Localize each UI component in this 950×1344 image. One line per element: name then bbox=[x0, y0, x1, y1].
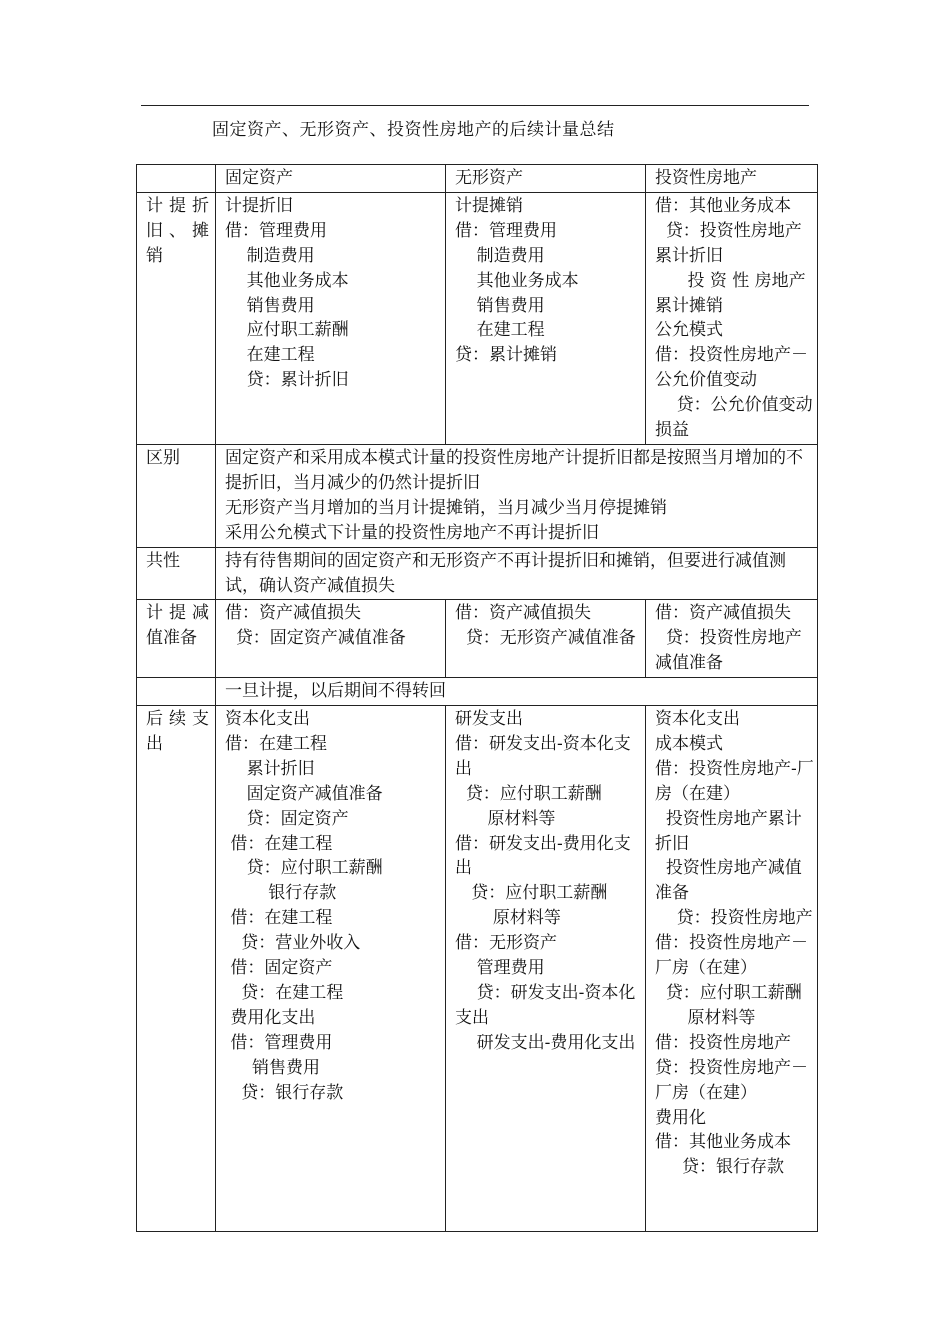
row-impairment-note bbox=[137, 678, 818, 706]
text-line: 银行存款 bbox=[225, 883, 337, 904]
cell-depreciation-intangible bbox=[446, 192, 646, 444]
row-impairment bbox=[137, 600, 818, 678]
text-line: 贷：银行存款 bbox=[225, 1082, 344, 1103]
text-line: 投 资 性 房地产累计摊销 bbox=[655, 270, 806, 316]
text-line: 贷：无形资产减值准备 bbox=[455, 628, 636, 649]
text-line: 制造费用 bbox=[455, 245, 545, 266]
text-line: 借：资产减值损失 bbox=[655, 603, 791, 624]
text-line: 借：管理费用 bbox=[455, 220, 557, 241]
text-line: 固定资产减值准备 bbox=[225, 783, 383, 804]
cell-depreciation-fixed bbox=[216, 192, 446, 444]
text-line: 其他业务成本 bbox=[225, 270, 349, 291]
cell-subsequent-intangible bbox=[446, 706, 646, 1232]
text-line: 借：在建工程 bbox=[225, 833, 333, 854]
row-difference bbox=[137, 444, 818, 547]
cell-impairment-fixed bbox=[216, 600, 446, 678]
text-line: 计提折旧 bbox=[225, 195, 293, 216]
text-line: 贷：固定资产减值准备 bbox=[225, 628, 406, 649]
text-line: 销售费用 bbox=[455, 295, 545, 316]
text-line: 贷：应付职工薪酬 bbox=[455, 783, 602, 804]
header-row bbox=[137, 165, 818, 193]
text-line: 在建工程 bbox=[455, 320, 545, 341]
text-line: 贷：应付职工薪酬 bbox=[225, 858, 383, 879]
text-line: 贷：研发支出-资本化支出 bbox=[455, 983, 636, 1028]
text-line: 借：无形资产 bbox=[455, 933, 557, 954]
text-line: 贷：银行存款 bbox=[655, 1157, 785, 1178]
text-line: 持有待售期间的固定资产和无形资产不再计提折旧和摊销，但要进行减值测试，确认资产减值损失 bbox=[225, 550, 786, 596]
text-line: 在建工程 bbox=[225, 345, 315, 366]
text-line: 应付职工薪酬 bbox=[225, 320, 349, 341]
summary-table bbox=[136, 164, 818, 1232]
row-common bbox=[137, 547, 818, 600]
text-line: 借：固定资产 bbox=[225, 958, 333, 979]
text-line: 无形资产当月增加的当月计提摊销，当月减少当月停提摊销 bbox=[225, 497, 667, 518]
text-line: 贷：投资性房地产 bbox=[655, 908, 813, 929]
cell-impairment-note: 一旦计提，以后期间不得转回 bbox=[216, 678, 818, 706]
text-line: 资本化支出 bbox=[655, 709, 740, 730]
text-line: 借：其他业务成本 bbox=[655, 195, 791, 216]
text-line: 制造费用 bbox=[225, 245, 315, 266]
text-line: 借：管理费用 bbox=[225, 220, 327, 241]
text-line: 贷：累计折旧 bbox=[225, 370, 349, 391]
text-line: 资本化支出 bbox=[225, 709, 310, 730]
cell-subsequent-fixed bbox=[216, 706, 446, 1232]
text-line: 原材料等 bbox=[455, 808, 556, 829]
text-line: 费用化 bbox=[655, 1107, 706, 1128]
text-line: 借：投资性房地产-厂房（在建） bbox=[655, 758, 814, 804]
header-investment-property: 投资性房地产 bbox=[646, 165, 818, 193]
row-label-difference: 区别 bbox=[137, 444, 216, 547]
header-fixed-assets: 固定资产 bbox=[216, 165, 446, 193]
text-line: 贷：投资性房地产减值准备 bbox=[655, 628, 802, 674]
row-depreciation bbox=[137, 192, 818, 444]
text-line: 固定资产和采用成本模式计量的投资性房地产计提折旧都是按照当月增加的不提折旧，当月减少的仍然计提折旧 bbox=[225, 447, 803, 493]
row-subsequent bbox=[137, 706, 818, 1232]
text-line: 采用公允模式下计量的投资性房地产不再计提折旧 bbox=[225, 522, 599, 543]
text-line: 借：管理费用 bbox=[225, 1032, 333, 1053]
text-line: 贷：应付职工薪酬 bbox=[455, 883, 608, 904]
text-line: 贷：固定资产 bbox=[225, 808, 349, 829]
text-line: 投资性房地产减值准备 bbox=[655, 858, 802, 904]
header-rule bbox=[141, 105, 809, 106]
header-corner bbox=[137, 165, 216, 193]
text-line: 销售费用 bbox=[225, 1057, 321, 1078]
text-line: 贷：营业外收入 bbox=[225, 933, 361, 954]
text-line: 借：其他业务成本 bbox=[655, 1132, 791, 1153]
cell-depreciation-investment bbox=[646, 192, 818, 444]
header-intangible-assets: 无形资产 bbox=[446, 165, 646, 193]
text-line: 贷：在建工程 bbox=[225, 983, 344, 1003]
cell-difference bbox=[216, 444, 818, 547]
text-line: 借：在建工程 bbox=[225, 908, 333, 929]
text-line: 贷：投资性房地产累计折旧 bbox=[655, 220, 802, 266]
cell-subsequent-investment bbox=[646, 706, 818, 1232]
text-line: 借：在建工程 bbox=[225, 733, 327, 754]
cell-common bbox=[216, 547, 818, 600]
text-line: 借：资产减值损失 bbox=[225, 603, 361, 624]
text-line: 原材料等 bbox=[655, 1007, 756, 1028]
row-label-subsequent: 后续支出 bbox=[137, 706, 216, 1232]
cell-impairment-intangible bbox=[446, 600, 646, 678]
text-line: 其他业务成本 bbox=[455, 270, 579, 291]
text-line: 原材料等 bbox=[455, 908, 561, 929]
text-line: 研发支出-费用化支出 bbox=[455, 1032, 636, 1053]
document-title: 固定资产、无形资产、投资性房地产的后续计量总结 bbox=[212, 120, 615, 140]
text-line: 借：研发支出-资本化支出 bbox=[455, 733, 631, 779]
text-line: 贷：公允价值变动损益 bbox=[655, 395, 813, 441]
text-line: 计提摊销 bbox=[455, 195, 523, 216]
text-line: 销售费用 bbox=[225, 295, 315, 316]
text-line: 贷：累计摊销 bbox=[455, 345, 557, 366]
text-line: 借：投资性房地产 bbox=[655, 1032, 791, 1053]
text-line: 借：研发支出-费用化支出 bbox=[455, 833, 631, 879]
text-line: 公允模式 bbox=[655, 320, 723, 341]
text-line: 累计折旧 bbox=[225, 758, 315, 779]
text-line: 贷：应付职工薪酬 bbox=[655, 983, 802, 1003]
text-line: 管理费用 bbox=[455, 958, 545, 979]
text-line: 贷：投资性房地产－厂房（在建） bbox=[655, 1057, 808, 1103]
cell-impairment-investment bbox=[646, 600, 818, 678]
text-line: 借：资产减值损失 bbox=[455, 603, 591, 624]
text-line: 借：投资性房地产－公允价值变动 bbox=[655, 345, 808, 391]
text-line: 费用化支出 bbox=[225, 1007, 316, 1028]
row-label-impairment: 计提减值准备 bbox=[137, 600, 216, 678]
text-line: 研发支出 bbox=[455, 709, 523, 730]
text-line: 借：投资性房地产－厂房（在建） bbox=[655, 933, 808, 979]
row-label-common: 共性 bbox=[137, 547, 216, 600]
text-line: 成本模式 bbox=[655, 733, 723, 754]
row-label-empty bbox=[137, 678, 216, 706]
row-label-depreciation: 计提折旧、摊销 bbox=[137, 192, 216, 444]
text-line: 投资性房地产累计折旧 bbox=[655, 808, 802, 854]
